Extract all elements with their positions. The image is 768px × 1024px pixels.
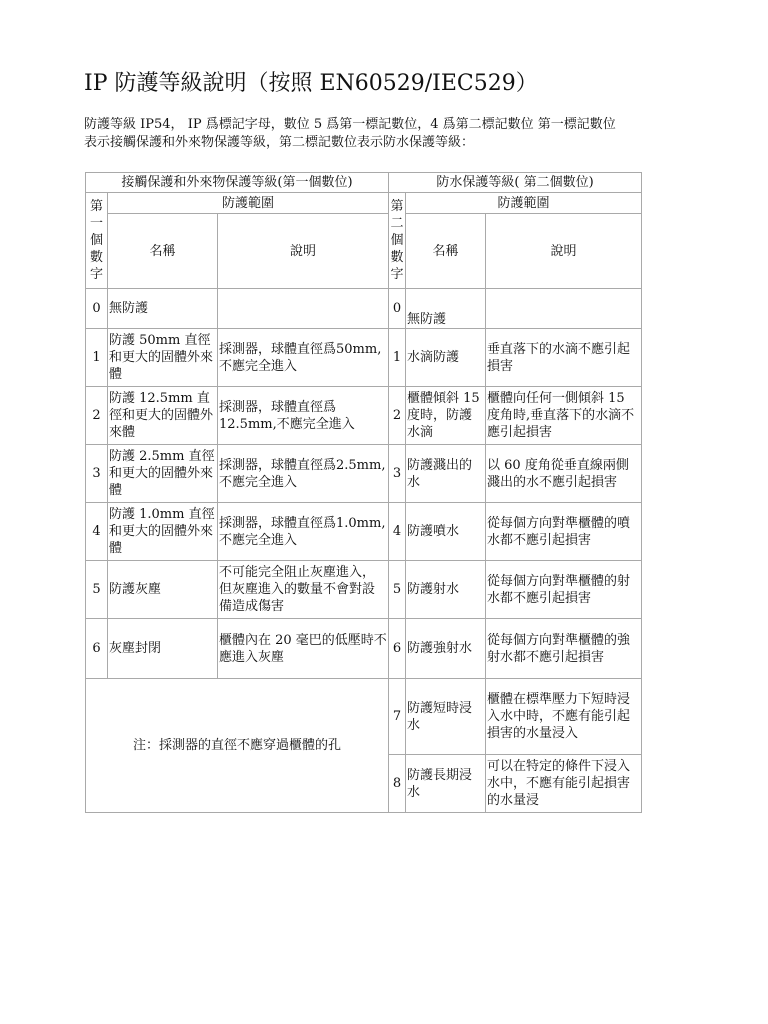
- table-note: 注：採測器的直徑不應穿過櫃體的孔: [86, 679, 389, 813]
- left-digit-cell: 2: [86, 387, 108, 445]
- ip-rating-table: [85, 172, 642, 813]
- left-desc-cell: 採測器，球體直徑爲50mm,不應完全進入: [218, 329, 389, 387]
- left-name-cell: 灰塵封閉: [108, 619, 218, 679]
- left-digit-cell: 4: [86, 503, 108, 561]
- intro-line-2: 表示接觸保護和外來物保護等級，第二標記數位表示防水保護等級：: [84, 135, 475, 150]
- right-digit-cell: 2: [389, 387, 406, 445]
- right-desc-cell: 以 60 度角從垂直線兩側濺出的水不應引起損害: [486, 445, 642, 503]
- table-row: [86, 619, 642, 679]
- right-digit-header: 第二個數字: [389, 193, 406, 289]
- right-digit-cell: 1: [389, 329, 406, 387]
- right-desc-cell: 櫃體在標準壓力下短時浸入水中時，不應有能引起損害的水量浸入: [486, 679, 642, 755]
- right-desc-header: 說明: [486, 214, 642, 289]
- right-digit-cell: 6: [389, 619, 406, 679]
- left-desc-header: 說明: [218, 214, 389, 289]
- left-desc-cell: 採測器，球體直徑爲12.5mm,不應完全進入: [218, 387, 389, 445]
- left-digit-cell: 3: [86, 445, 108, 503]
- page-title: IP 防護等級說明（按照 EN60529/IEC529）: [84, 71, 538, 96]
- intro-paragraph: [84, 116, 714, 152]
- left-desc-cell: 採測器，球體直徑爲2.5mm,不應完全進入: [218, 445, 389, 503]
- table-row: [86, 561, 642, 619]
- right-digit-cell: 4: [389, 503, 406, 561]
- right-digit-cell: 7: [389, 679, 406, 755]
- left-digit-cell: 1: [86, 329, 108, 387]
- right-desc-cell: 櫃體向任何一側傾斜 15 度角時,垂直落下的水滴不應引起損害: [486, 387, 642, 445]
- table-row: [86, 289, 642, 329]
- right-desc-cell: 從每個方向對準櫃體的噴水都不應引起損害: [486, 503, 642, 561]
- table-row: [86, 329, 642, 387]
- table-row: [86, 679, 642, 755]
- right-name-cell: 防護短時浸水: [406, 679, 486, 755]
- left-section-header: 接觸保護和外來物保護等級(第一個數位): [86, 173, 389, 193]
- left-desc-cell: 不可能完全阻止灰塵進入，但灰塵進入的數量不會對設備造成傷害: [218, 561, 389, 619]
- right-name-cell: 防護射水: [406, 561, 486, 619]
- right-digit-cell: 8: [389, 755, 406, 813]
- table-row: [86, 387, 642, 445]
- left-desc-cell: 採測器，球體直徑爲1.0mm,不應完全進入: [218, 503, 389, 561]
- left-range-header: 防護範圍: [108, 193, 389, 214]
- right-name-header: 名稱: [406, 214, 486, 289]
- right-name-cell: 防護長期浸水: [406, 755, 486, 813]
- right-name-cell: 防護噴水: [406, 503, 486, 561]
- left-name-cell: 防護 12.5mm 直徑和更大的固體外來體: [108, 387, 218, 445]
- left-name-cell: 防護 50mm 直徑和更大的固體外來體: [108, 329, 218, 387]
- left-name-cell: 無防護: [108, 289, 218, 329]
- right-digit-cell: 3: [389, 445, 406, 503]
- right-name-cell: 防護濺出的水: [406, 445, 486, 503]
- right-desc-cell: 從每個方向對準櫃體的強射水都不應引起損害: [486, 619, 642, 679]
- left-name-cell: 防護 2.5mm 直徑和更大的固體外來體: [108, 445, 218, 503]
- table-row: [86, 503, 642, 561]
- right-name-cell: 無防護: [406, 289, 486, 329]
- intro-line-1: 防護等級 IP54， IP 爲標記字母，數位 5 爲第一標記數位，4 爲第二標記數位 第一標記數位: [84, 117, 616, 132]
- right-digit-cell: 5: [389, 561, 406, 619]
- right-section-header: 防水保護等級( 第二個數位): [389, 173, 642, 193]
- right-digit-cell: 0: [389, 289, 406, 329]
- right-range-header: 防護範圍: [406, 193, 642, 214]
- left-name-header: 名稱: [108, 214, 218, 289]
- right-desc-cell: 可以在特定的條件下浸入水中，不應有能引起損害的水量浸: [486, 755, 642, 813]
- left-digit-header: 第一個數字: [86, 193, 108, 289]
- right-desc-cell: 垂直落下的水滴不應引起損害: [486, 329, 642, 387]
- right-name-cell: 水滴防護: [406, 329, 486, 387]
- right-desc-cell: 從每個方向對準櫃體的射水都不應引起損害: [486, 561, 642, 619]
- left-desc-cell: 櫃體內在 20 毫巴的低壓時不應進入灰塵: [218, 619, 389, 679]
- left-digit-cell: 0: [86, 289, 108, 329]
- table-row: [86, 445, 642, 503]
- left-digit-cell: 6: [86, 619, 108, 679]
- table-header-row: [86, 173, 642, 193]
- table-subheader-row: [86, 193, 642, 214]
- table-column-header-row: [86, 214, 642, 289]
- left-digit-cell: 5: [86, 561, 108, 619]
- left-desc-cell: [218, 289, 389, 329]
- right-name-cell: 櫃體傾斜 15 度時，防護水滴: [406, 387, 486, 445]
- left-name-cell: 防護灰塵: [108, 561, 218, 619]
- left-name-cell: 防護 1.0mm 直徑和更大的固體外來體: [108, 503, 218, 561]
- right-desc-cell: [486, 289, 642, 329]
- right-name-cell: 防護強射水: [406, 619, 486, 679]
